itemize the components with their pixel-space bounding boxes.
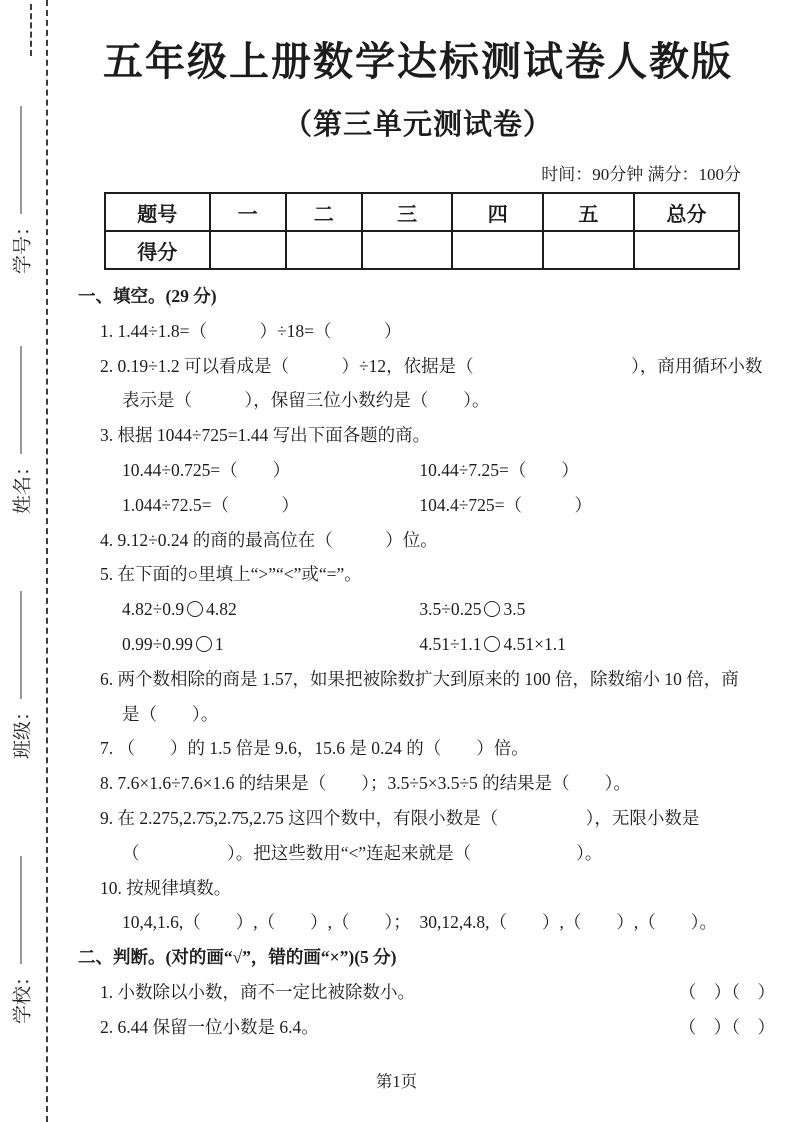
expression-right: 4.82 xyxy=(206,599,237,620)
judge-question-2-text: 2. 6.44 保留一位小数是 6.4。 xyxy=(100,1016,319,1037)
score-table-cell-3: 三 xyxy=(362,193,453,231)
class-label: 班级： xyxy=(12,701,34,760)
page-number: 第1页 xyxy=(375,1072,418,1091)
expression-left: 4.82÷0.9 xyxy=(122,599,185,620)
question-5: 5. 在下面的○里填上“>”“<”或“=”。 xyxy=(100,564,362,585)
school-label: 学校： xyxy=(12,966,34,1025)
margin-field-school xyxy=(8,856,35,1024)
expression-left: 3.5÷0.25 xyxy=(419,599,482,620)
name-label: 姓名： xyxy=(12,456,34,515)
question-7: 7. （ ）的 1.5 倍是 9.6，15.6 是 0.24 的（ ）倍。 xyxy=(100,738,529,759)
expression-right: 4.51×1.1 xyxy=(503,633,566,654)
score-table-empty-cell xyxy=(286,231,362,269)
question-1: 1. 1.44÷1.8=（ ）÷18=（ ） xyxy=(100,320,402,341)
question-8: 8. 7.6×1.6÷7.6×1.6 的结果是（ ）；3.5÷5×3.5÷5 的结果是（ ）。 xyxy=(100,773,631,794)
question-5-row-1 xyxy=(78,592,775,627)
score-table-score-row xyxy=(105,231,739,269)
school-blank-line xyxy=(21,856,22,964)
question-9-line-2: （ ）。把这些数用“<”连起来就是（ ）。 xyxy=(122,842,603,863)
question-3-row-2 xyxy=(78,488,775,523)
score-table xyxy=(104,192,740,270)
paper-body xyxy=(78,279,775,1045)
paper-subtitle: （第三单元测试卷） xyxy=(282,109,553,141)
question-10: 10. 按规律填数。 xyxy=(100,877,232,898)
question-6-line-2: 是（ ）。 xyxy=(122,703,219,724)
score-table-cell-total: 总分 xyxy=(634,193,739,231)
name-blank-line xyxy=(21,346,22,454)
question-9-line-1: 9. 在 2.275,2.7̇5̇,2.7̇5,2.75 这四个数中，有限小数是（ ），无限小数是 xyxy=(100,807,700,828)
question-2-line-2: 表示是（ ），保留三位小数约是（ ）。 xyxy=(122,390,490,411)
expression-left: 4.51÷1.1 xyxy=(419,633,482,654)
question-3-item-a: 10.44÷0.725=（ ） xyxy=(122,459,291,480)
dashed-cut-line-top xyxy=(30,4,32,56)
question-5-item-c xyxy=(122,627,415,662)
judge-question-1-answer: （ ）（ ） xyxy=(678,981,775,1002)
class-blank-line xyxy=(21,591,22,699)
question-3: 3. 根据 1044÷725=1.44 写出下面各题的商。 xyxy=(100,425,431,446)
section-1-heading: 一、填空。(29 分) xyxy=(78,286,217,306)
question-5-item-b xyxy=(419,599,525,619)
score-table-empty-cell xyxy=(210,231,286,269)
judge-question-1-text: 1. 小数除以小数，商不一定比被除数小。 xyxy=(100,981,415,1002)
score-table-empty-cell xyxy=(634,231,739,269)
question-6-line-1: 6. 两个数相除的商是 1.57，如果把被除数扩大到原来的 100 倍，除数缩小 10 倍，商 xyxy=(100,668,739,689)
score-table-header-row xyxy=(105,193,739,231)
compare-circle xyxy=(196,636,212,652)
compare-circle xyxy=(187,601,203,617)
score-table-cell-1: 一 xyxy=(210,193,286,231)
question-5-item-d xyxy=(419,634,565,654)
section-2-heading: 二、判断。(对的画“√”，错的画“×”)(5 分) xyxy=(78,947,397,968)
paper-title: 五年级上册数学达标测试卷人教版 xyxy=(103,39,733,84)
compare-circle xyxy=(484,636,500,652)
judge-question-1 xyxy=(78,975,775,1010)
question-10-sequence: 10,4,1.6,（ ）,（ ）,（ ）； 30,12,4.8,（ ）,（ ）,（ ）。 xyxy=(122,912,717,933)
score-table-cell-tihao: 题号 xyxy=(105,193,210,231)
judge-question-2-answer: （ ）（ ） xyxy=(678,1016,775,1037)
student-id-label: 学号： xyxy=(12,216,34,275)
score-table-cell-2: 二 xyxy=(286,193,362,231)
question-3-item-c: 1.044÷72.5=（ ） xyxy=(122,494,299,515)
expression-right: 1 xyxy=(214,633,224,654)
margin-field-student-id xyxy=(8,106,35,274)
question-3-row-1 xyxy=(78,453,775,488)
question-3-item-d: 104.4÷725=（ ） xyxy=(419,494,592,515)
question-3-item-b: 10.44÷7.25=（ ） xyxy=(419,459,579,480)
question-2-line-1: 2. 0.19÷1.2 可以看成是（ ）÷12，依据是（ ），商用循环小数 xyxy=(100,355,763,376)
dashed-cut-line xyxy=(46,0,48,1122)
margin-field-class xyxy=(8,591,35,759)
score-table-empty-cell xyxy=(543,231,634,269)
compare-circle xyxy=(484,601,500,617)
margin-field-name xyxy=(8,346,35,514)
question-5-row-2 xyxy=(78,627,775,662)
question-5-item-a xyxy=(122,592,415,627)
expression-right: 3.5 xyxy=(503,599,526,620)
score-table-cell-defen: 得分 xyxy=(105,231,210,269)
time-score-info: 时间：90分钟 满分：100分 xyxy=(541,165,741,184)
score-table-cell-5: 五 xyxy=(543,193,634,231)
expression-left: 0.99÷0.99 xyxy=(122,633,193,654)
question-4: 4. 9.12÷0.24 的商的最高位在（ ）位。 xyxy=(100,529,438,550)
score-table-empty-cell xyxy=(452,231,543,269)
score-table-empty-cell xyxy=(362,231,453,269)
score-table-cell-4: 四 xyxy=(452,193,543,231)
student-id-blank-line xyxy=(21,106,22,214)
judge-question-2 xyxy=(78,1010,775,1045)
